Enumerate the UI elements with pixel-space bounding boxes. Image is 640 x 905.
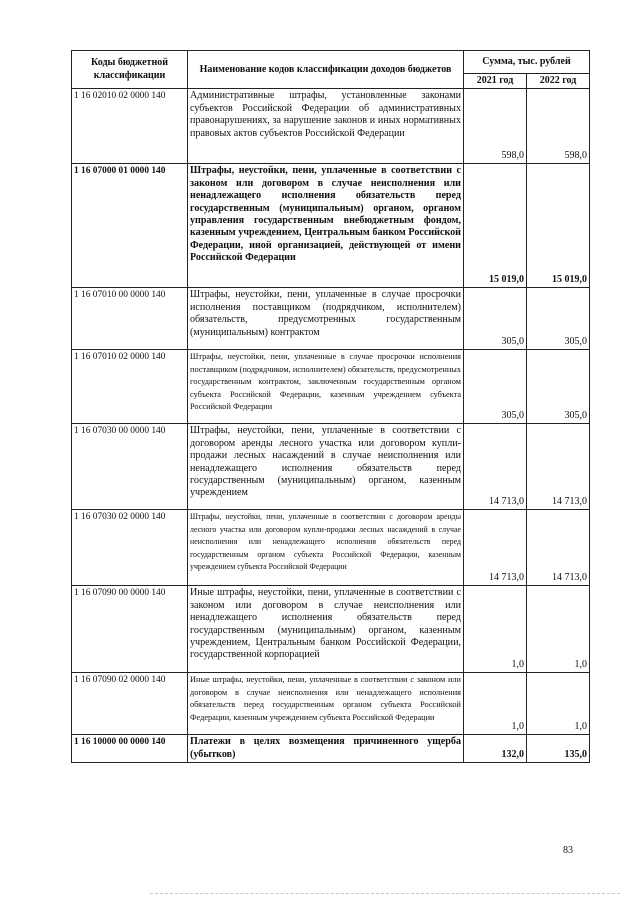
row-name: Административные штрафы, установленные законами субъектов Российской Федерации об административных правонарушениях, за нарушение законов и иных нормативных правовых актов субъектов Российской Федерации xyxy=(188,89,464,164)
budget-revenue-table xyxy=(71,50,590,763)
row-code: 1 16 02010 02 0000 140 xyxy=(72,89,188,164)
row-name: Штрафы, неустойки, пени, уплаченные в соответствии с договором аренды лесного участка или договором купли-продажи лесных насаждений в случае неисполнения или ненадлежащего исполнения обязательств перед государственным органом субъекта Российской Федерации, казенным учреждением субъекта Российской Федерации xyxy=(188,510,464,586)
table-row xyxy=(72,735,590,763)
row-value-2021: 14 713,0 xyxy=(464,510,527,586)
row-value-2022: 1,0 xyxy=(527,673,590,735)
row-value-2021: 1,0 xyxy=(464,673,527,735)
row-name: Штрафы, неустойки, пени, уплаченные в случае просрочки исполнения поставщиком (подрядчиком, исполнителем) обязательств, предусмотренных государственным контрактом, заключенным государственным органом субъекта Российской Федерации, казенным учреждением субъекта Российской Федерации xyxy=(188,350,464,424)
page-number: 83 xyxy=(563,845,573,856)
row-code: 1 16 10000 00 0000 140 xyxy=(72,735,188,763)
row-value-2021: 14 713,0 xyxy=(464,424,527,510)
header-name: Наименование кодов классификации доходов бюджетов xyxy=(188,51,464,89)
table-row xyxy=(72,586,590,673)
table-row xyxy=(72,288,590,350)
row-value-2021: 15 019,0 xyxy=(464,164,527,288)
row-value-2021: 1,0 xyxy=(464,586,527,673)
table-row xyxy=(72,164,590,288)
header-sum: Сумма, тыс. рублей xyxy=(464,51,590,74)
header-codes: Коды бюджетной классификации xyxy=(72,51,188,89)
row-name: Платежи в целях возмещения причиненного ущерба (убытков) xyxy=(188,735,464,763)
row-code: 1 16 07030 02 0000 140 xyxy=(72,510,188,586)
row-value-2022: 598,0 xyxy=(527,89,590,164)
table-row xyxy=(72,510,590,586)
table-row xyxy=(72,350,590,424)
row-name: Штрафы, неустойки, пени, уплаченные в случае просрочки исполнения поставщиком (подрядчиком, исполнителем) обязательств, предусмотренных государственным (муниципальным) контрактом xyxy=(188,288,464,350)
row-code: 1 16 07010 02 0000 140 xyxy=(72,350,188,424)
row-value-2022: 1,0 xyxy=(527,586,590,673)
row-value-2022: 305,0 xyxy=(527,288,590,350)
row-value-2021: 132,0 xyxy=(464,735,527,763)
row-value-2022: 305,0 xyxy=(527,350,590,424)
row-name: Штрафы, неустойки, пени, уплаченные в соответствии с законом или договором в случае неисполнения или ненадлежащего исполнения обязательств перед государственным (муниципальным) органом, органом управления государственным внебюджетным фондом, казенным учреждением, Центральным банком Российской Федерации, иной организацией, действующей от имени Российской Федерации xyxy=(188,164,464,288)
header-year-2021: 2021 год xyxy=(464,74,527,89)
row-code: 1 16 07090 02 0000 140 xyxy=(72,673,188,735)
row-code: 1 16 07010 00 0000 140 xyxy=(72,288,188,350)
row-name: Штрафы, неустойки, пени, уплаченные в соответствии с договором аренды лесного участка или договором купли-продажи лесных насаждений в случае неисполнения или ненадлежащего исполнения обязательств перед государственным (муниципальным) органом, казенным учреждением xyxy=(188,424,464,510)
row-code: 1 16 07000 01 0000 140 xyxy=(72,164,188,288)
row-value-2022: 135,0 xyxy=(527,735,590,763)
row-code: 1 16 07090 00 0000 140 xyxy=(72,586,188,673)
row-value-2022: 14 713,0 xyxy=(527,424,590,510)
row-code: 1 16 07030 00 0000 140 xyxy=(72,424,188,510)
table-row xyxy=(72,673,590,735)
header-year-2022: 2022 год xyxy=(527,74,590,89)
row-value-2021: 305,0 xyxy=(464,350,527,424)
row-value-2021: 305,0 xyxy=(464,288,527,350)
row-value-2022: 15 019,0 xyxy=(527,164,590,288)
row-name: Иные штрафы, неустойки, пени, уплаченные в соответствии с законом или договором в случае неисполнения или ненадлежащего исполнения обязательств перед государственным органом субъекта Российской Федерации, казенным учреждением субъекта Российской Федерации xyxy=(188,673,464,735)
scan-artifact-line xyxy=(150,893,620,894)
table-row xyxy=(72,89,590,164)
row-name: Иные штрафы, неустойки, пени, уплаченные в соответствии с законом или договором в случае неисполнения или ненадлежащего исполнения обязательств перед государственным (муниципальным) органом, казенным учреждением, Центральным банком Российской Федерации, государственной корпорацией xyxy=(188,586,464,673)
row-value-2021: 598,0 xyxy=(464,89,527,164)
row-value-2022: 14 713,0 xyxy=(527,510,590,586)
table-header-row xyxy=(72,51,590,74)
table-row xyxy=(72,424,590,510)
